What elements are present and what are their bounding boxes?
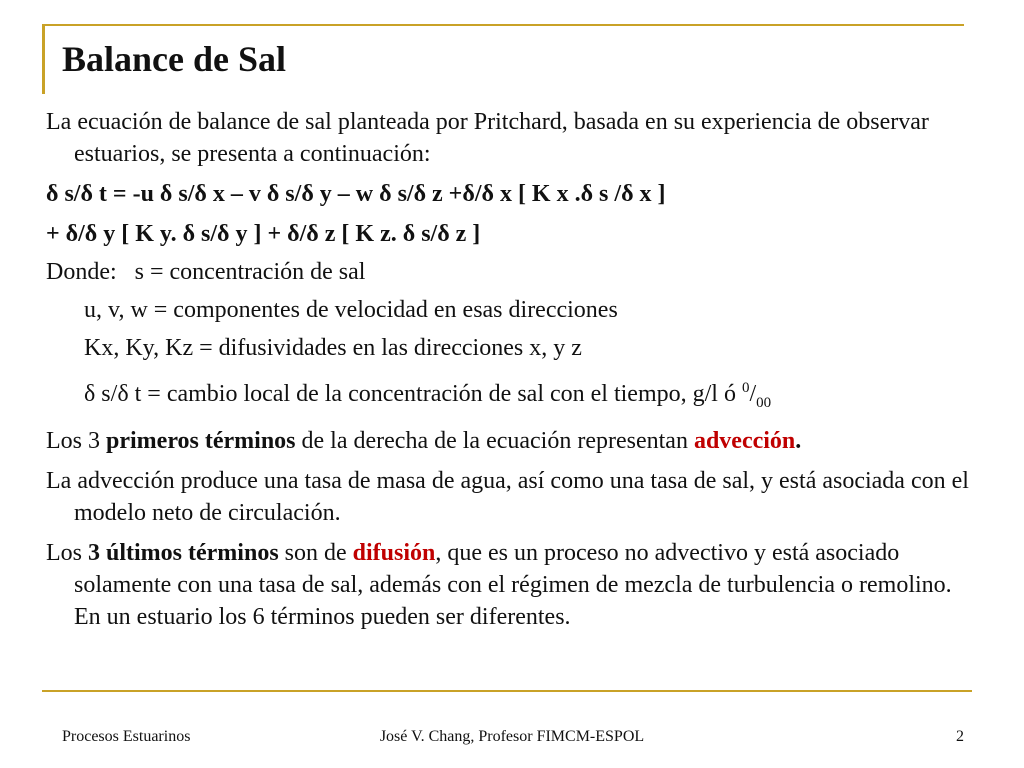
unit-superscript: 0 xyxy=(741,380,750,396)
equation-line-1: δ s/δ t = -u δ s/δ x – v δ s/δ y – w δ s/δ z +δ/δ x [ K x .δ s /δ x ] xyxy=(46,181,666,207)
advection-bold-term: primeros términos xyxy=(106,427,296,454)
advection-paragraph xyxy=(46,425,976,457)
diffusion-suffix: , que es un proceso no advectivo y está asociado solamente con una tasa de sal, además con el régimen de mezcla de turbulencia o remolino. En un estuario los 6 términos pueden ser diferentes. xyxy=(74,539,952,630)
diffusion-middle: son de xyxy=(278,539,353,566)
advection-highlight: advección xyxy=(693,427,796,454)
diffusion-bold-term: 3 últimos términos xyxy=(88,539,279,566)
unit-subscript: 00 xyxy=(756,394,772,411)
unit-slash: / xyxy=(749,381,757,407)
definition-s xyxy=(46,256,976,288)
slide-title: Balance de Sal xyxy=(62,39,287,79)
donde-label: Donde: xyxy=(46,259,117,285)
equation-line-2: + δ/δ y [ K y. δ s/δ y ] + δ/δ z [ K z. δ s/δ z ] xyxy=(46,221,481,247)
ds-definition: δ s/δ t = cambio local de la concentración de sal con el tiempo, g/l ó xyxy=(84,381,742,407)
advection-prefix: Los 3 xyxy=(46,427,106,454)
diffusion-paragraph xyxy=(46,537,976,633)
intro-paragraph: La ecuación de balance de sal planteada por Pritchard, basada en su experiencia de observar estuarios, se presenta a continuación: xyxy=(46,109,929,167)
footer-accent-line xyxy=(42,690,972,692)
title-accent-bar xyxy=(42,24,45,94)
diffusion-highlight: difusión xyxy=(352,539,436,566)
page-number: 2 xyxy=(956,728,964,745)
diffusion-prefix: Los xyxy=(46,539,88,566)
definition-k: Kx, Ky, Kz = difusividades en las direcciones x, y z xyxy=(84,335,582,361)
slide-body xyxy=(46,106,976,633)
title-accent-line xyxy=(42,24,964,26)
advection-suffix: . xyxy=(795,427,802,454)
advection-description: La advección produce una tasa de masa de agua, así como una tasa de sal, y está asociada con el modelo neto de circulación. xyxy=(46,467,969,526)
advection-middle: de la derecha de la ecuación representan xyxy=(295,427,694,454)
footer-course: Procesos Estuarinos xyxy=(62,728,191,745)
definition-ds xyxy=(46,372,976,419)
footer-author: José V. Chang, Profesor FIMCM-ESPOL xyxy=(379,728,645,745)
s-definition: s = concentración de sal xyxy=(134,259,366,285)
definition-uvw: u, v, w = componentes de velocidad en esas direcciones xyxy=(84,297,618,323)
